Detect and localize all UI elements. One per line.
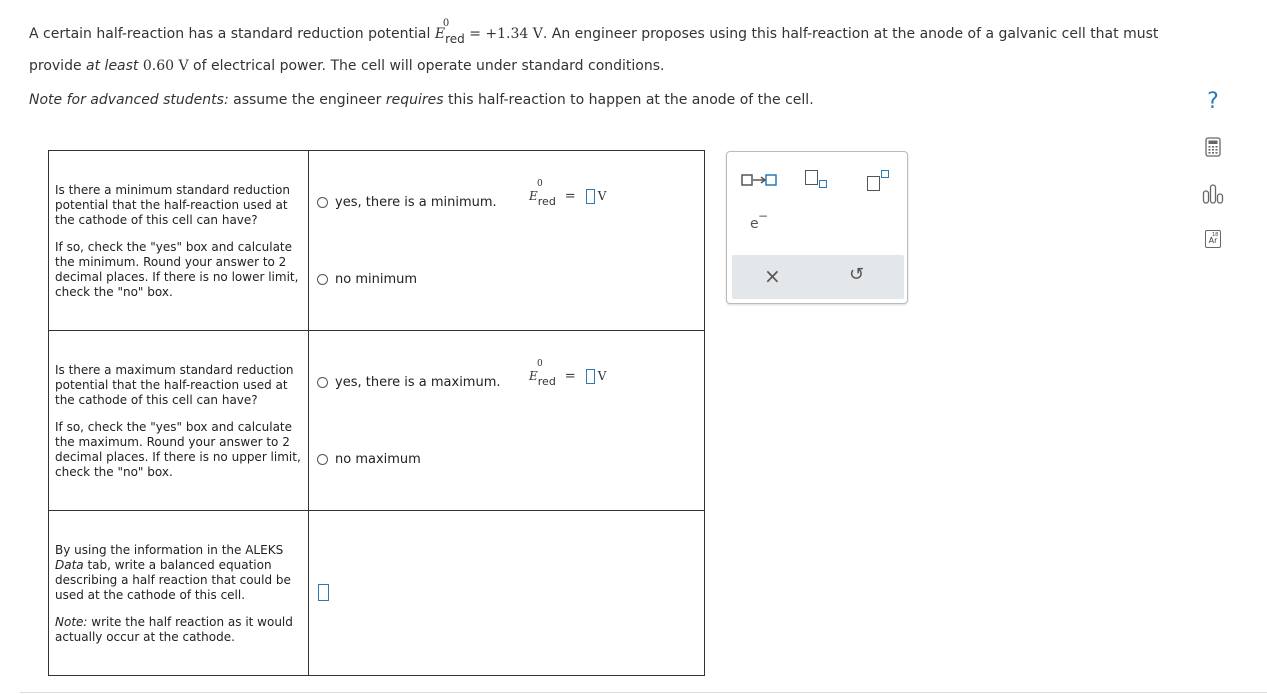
undo-icon[interactable]: ↺	[849, 264, 865, 285]
subscript-icon[interactable]	[805, 170, 829, 192]
question-instruction: If so, check the "yes" box and calculate the maximum. Round your answer to 2 decimal places. If there is no upper limit, check the "no" box.	[55, 420, 301, 479]
table-row	[49, 151, 705, 331]
half-reaction-input[interactable]	[318, 584, 329, 601]
periodic-table-button[interactable]	[1196, 228, 1230, 250]
question-cell	[49, 511, 309, 676]
radio-circle[interactable]	[317, 454, 328, 465]
radio-circle[interactable]	[317, 274, 328, 285]
question-note: Note: write the half reaction as it would actually occur at the cathode.	[55, 615, 293, 644]
data-chart-button[interactable]	[1196, 182, 1230, 206]
help-icon: ?	[1207, 88, 1219, 114]
problem-text: . An engineer proposes using this half-reaction at the anode of a galvanic cell that must	[542, 26, 1159, 42]
question-text: Is there a maximum standard reduction potential that the half-reaction used at the cathode of this cell can have?	[55, 363, 294, 407]
no-minimum-radio[interactable]: no minimum	[317, 272, 417, 287]
question-text: By using the information in the ALEKS Data tab, write a balanced equation describing a half reaction that could be used at the cathode of this cell.	[55, 543, 291, 602]
problem-line-2: provide at least 0.60 V of electrical power. The cell will operate under standard conditions.	[29, 58, 665, 74]
question-table	[48, 150, 705, 676]
table-row	[49, 511, 705, 676]
toolbox-action-bar	[732, 255, 904, 299]
problem-line-1	[29, 18, 1159, 46]
chart-icon	[1202, 183, 1224, 205]
e-red-symbol: E 0 red	[529, 179, 556, 208]
e-red-value: = +1.34 V	[469, 26, 543, 42]
question-instruction: If so, check the "yes" box and calculate the minimum. Round your answer to 2 decimal places. If there is no lower limit, check the "no" box.	[55, 240, 299, 299]
question-text: Is there a minimum standard reduction potential that the half-reaction used at the cathode of this cell can have?	[55, 183, 290, 227]
e-red-symbol: E 0 red	[529, 359, 556, 388]
calculator-icon	[1205, 137, 1221, 157]
bottom-divider	[20, 692, 1267, 693]
no-maximum-radio[interactable]: no maximum	[317, 452, 421, 467]
problem-text: A certain half-reaction has a standard reduction potential	[29, 26, 435, 42]
yes-minimum-radio[interactable]: yes, there is a minimum.	[317, 195, 497, 210]
problem-note: Note for advanced students: assume the engineer requires this half-reaction to happen at the anode of the cell.	[29, 92, 814, 108]
radio-circle[interactable]	[317, 197, 328, 208]
superscript-icon[interactable]	[867, 170, 891, 192]
question-cell	[49, 331, 309, 511]
chemistry-toolbox	[726, 151, 908, 304]
radio-circle[interactable]	[317, 377, 328, 388]
electron-icon[interactable]: e −	[750, 209, 769, 232]
calculator-button[interactable]	[1196, 136, 1230, 158]
maximum-input[interactable]	[586, 369, 595, 384]
answer-cell	[309, 511, 705, 676]
periodic-table-icon: 18 Ar	[1205, 230, 1221, 248]
reaction-arrow-icon[interactable]	[741, 172, 779, 188]
e-red-symbol: E 0 red	[434, 18, 465, 46]
minimum-input[interactable]	[586, 189, 595, 204]
yes-maximum-radio[interactable]: yes, there is a maximum.	[317, 375, 501, 390]
table-row	[49, 331, 705, 511]
answer-cell	[309, 331, 705, 511]
question-cell	[49, 151, 309, 331]
help-button[interactable]	[1196, 87, 1230, 115]
maximum-equation: E 0 red = V	[529, 359, 607, 388]
clear-icon[interactable]: ×	[764, 264, 781, 288]
answer-cell	[309, 151, 705, 331]
minimum-equation: E 0 red = V	[529, 179, 607, 208]
